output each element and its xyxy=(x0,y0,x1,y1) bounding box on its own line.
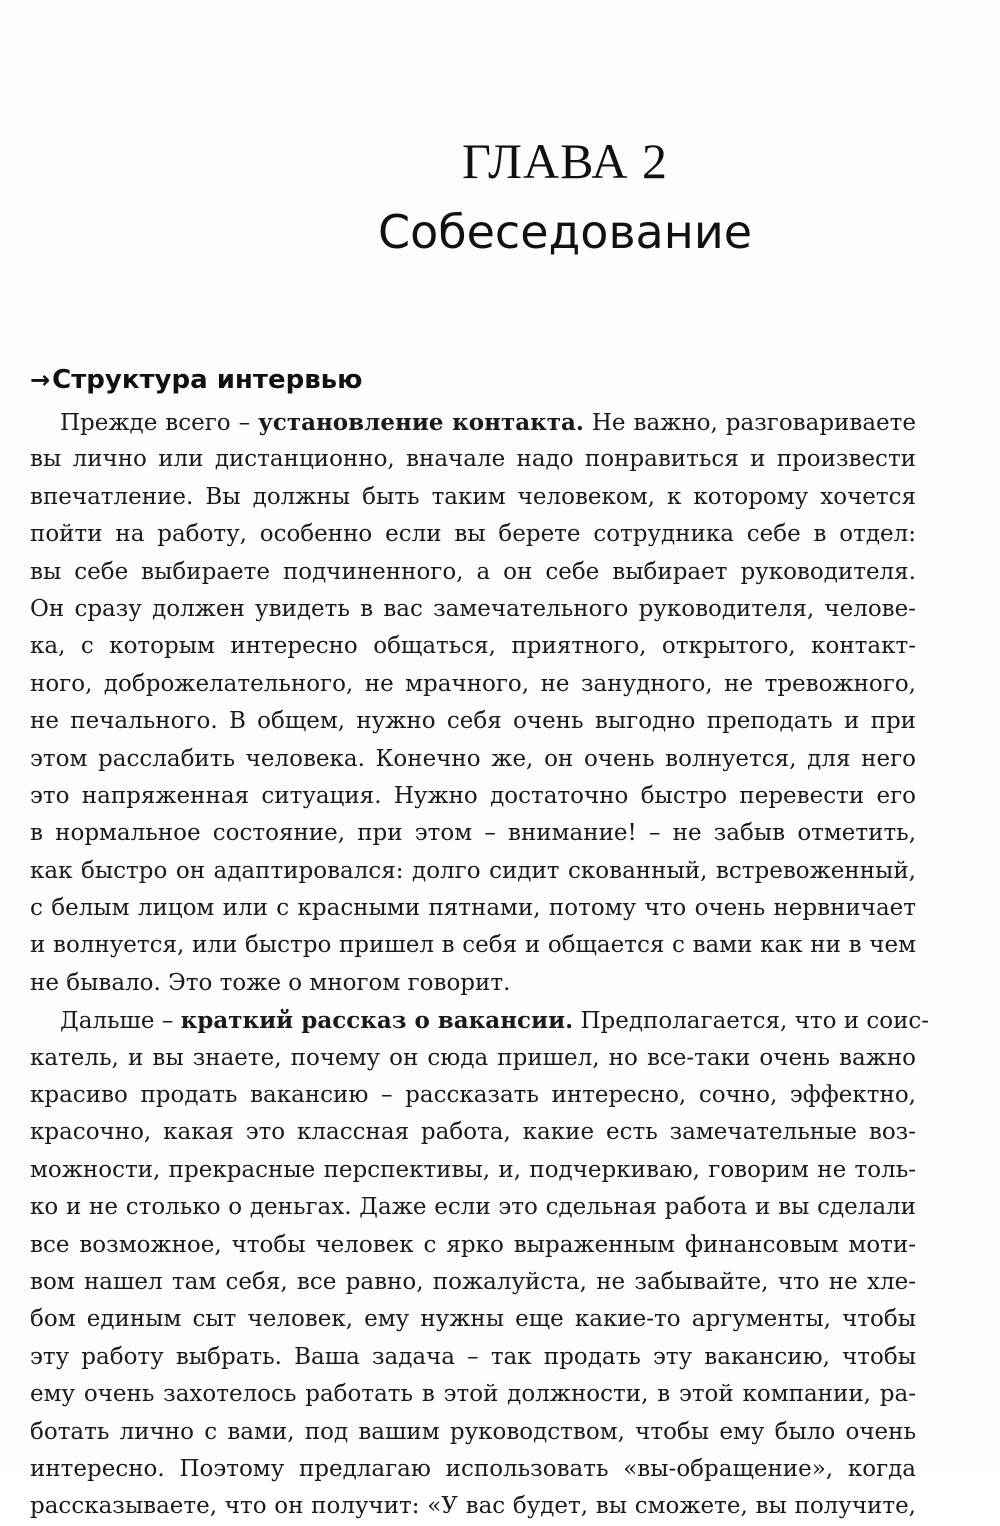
chapter-header xyxy=(0,128,1000,266)
bold-term: установление контакта. xyxy=(258,409,584,436)
paragraph-line: все возможное, чтобы человек с ярко выраженным финансовым моти- xyxy=(30,1231,916,1258)
paragraph-line: в нормальное состояние, при этом – внимание! – не забыв отметить, xyxy=(30,820,916,847)
paragraph-line: ему очень захотелось работать в этой должности, в этой компании, ра- xyxy=(30,1381,916,1408)
section-heading xyxy=(30,360,530,400)
paragraph-line: этом расслабить человека. Конечно же, он очень волнуется, для него xyxy=(30,745,916,772)
paragraph-line: как быстро он адаптировался: долго сидит скованный, встревоженный, xyxy=(30,857,916,884)
body-text xyxy=(30,404,930,1526)
paragraph-line: катель, и вы знаете, почему он сюда пришел, но все-таки очень важно xyxy=(30,1044,916,1071)
paragraph-line: бом единым сыт человек, ему нужны еще какие-то аргументы, чтобы xyxy=(30,1306,916,1333)
paragraph-line: это напряженная ситуация. Нужно достаточно быстро перевести его xyxy=(30,782,916,809)
paragraph-line: ботать лично с вами, под вашим руководством, чтобы ему было очень xyxy=(30,1418,916,1445)
paragraph-line: пойти на работу, особенно если вы берете сотрудника себе в отдел: xyxy=(30,521,916,548)
paragraph-line: рассказываете, что он получит: «У вас будет, вы сможете, вы получите, xyxy=(30,1493,916,1520)
paragraph-line: вом нашел там себя, все равно, пожалуйста, не забывайте, что не хле- xyxy=(30,1268,916,1295)
bold-term: краткий рассказ о вакансии. xyxy=(180,1007,574,1035)
paragraph-line: красиво продать вакансию – рассказать интересно, сочно, эффектно, xyxy=(30,1082,916,1109)
paragraph-line: ко и не столько о деньгах. Даже если это сдельная работа и вы сделали xyxy=(30,1194,916,1221)
paragraph-line: ного, доброжелательного, не мрачного, не занудного, не тревожного, xyxy=(30,670,916,697)
paragraph-line: не печального. В общем, нужно себя очень выгодно преподать и при xyxy=(30,708,916,735)
chapter-title: Собеседование xyxy=(377,205,753,259)
paragraph-line: красочно, какая это классная работа, какие есть замечательные воз- xyxy=(30,1119,916,1146)
arrow-right-icon: → xyxy=(30,366,51,394)
paragraph-line: впечатление. Вы должны быть таким человеком, к которому хочется xyxy=(30,483,916,510)
paragraph-line: вы лично или дистанционно, вначале надо понравиться и произвести xyxy=(30,446,916,473)
paragraph-line: Прежде всего – установление контакта. Не важно, разговариваете xyxy=(60,409,916,436)
paragraph-line: Он сразу должен увидеть в вас замечательного руководителя, челове- xyxy=(30,595,916,622)
chapter-number: ГЛАВА 2 xyxy=(462,133,668,189)
paragraph-line: можности, прекрасные перспективы, и, подчеркиваю, говорим не толь- xyxy=(30,1156,916,1183)
paragraph-line: ка, с которым интересно общаться, приятного, открытого, контакт- xyxy=(30,633,916,660)
section-heading-text: Структура интервью xyxy=(52,365,363,395)
paragraph-line: и волнуется, или быстро пришел в себя и общается с вами как ни в чем xyxy=(30,932,916,959)
paragraph-line: интересно. Поэтому предлагаю использовать «вы-обращение», когда xyxy=(30,1455,916,1482)
paragraph-line: Дальше – краткий рассказ о вакансии. Предполагается, что и соис- xyxy=(60,1007,930,1035)
paragraph-line: вы себе выбираете подчиненного, а он себе выбирает руководителя. xyxy=(30,558,916,585)
paragraph-line: с белым лицом или с красными пятнами, потому что очень нервничает xyxy=(30,895,916,922)
paragraph-line: не бывало. Это тоже о многом говорит. xyxy=(30,969,511,996)
paragraph-line: эту работу выбрать. Ваша задача – так продать эту вакансию, чтобы xyxy=(30,1343,916,1370)
